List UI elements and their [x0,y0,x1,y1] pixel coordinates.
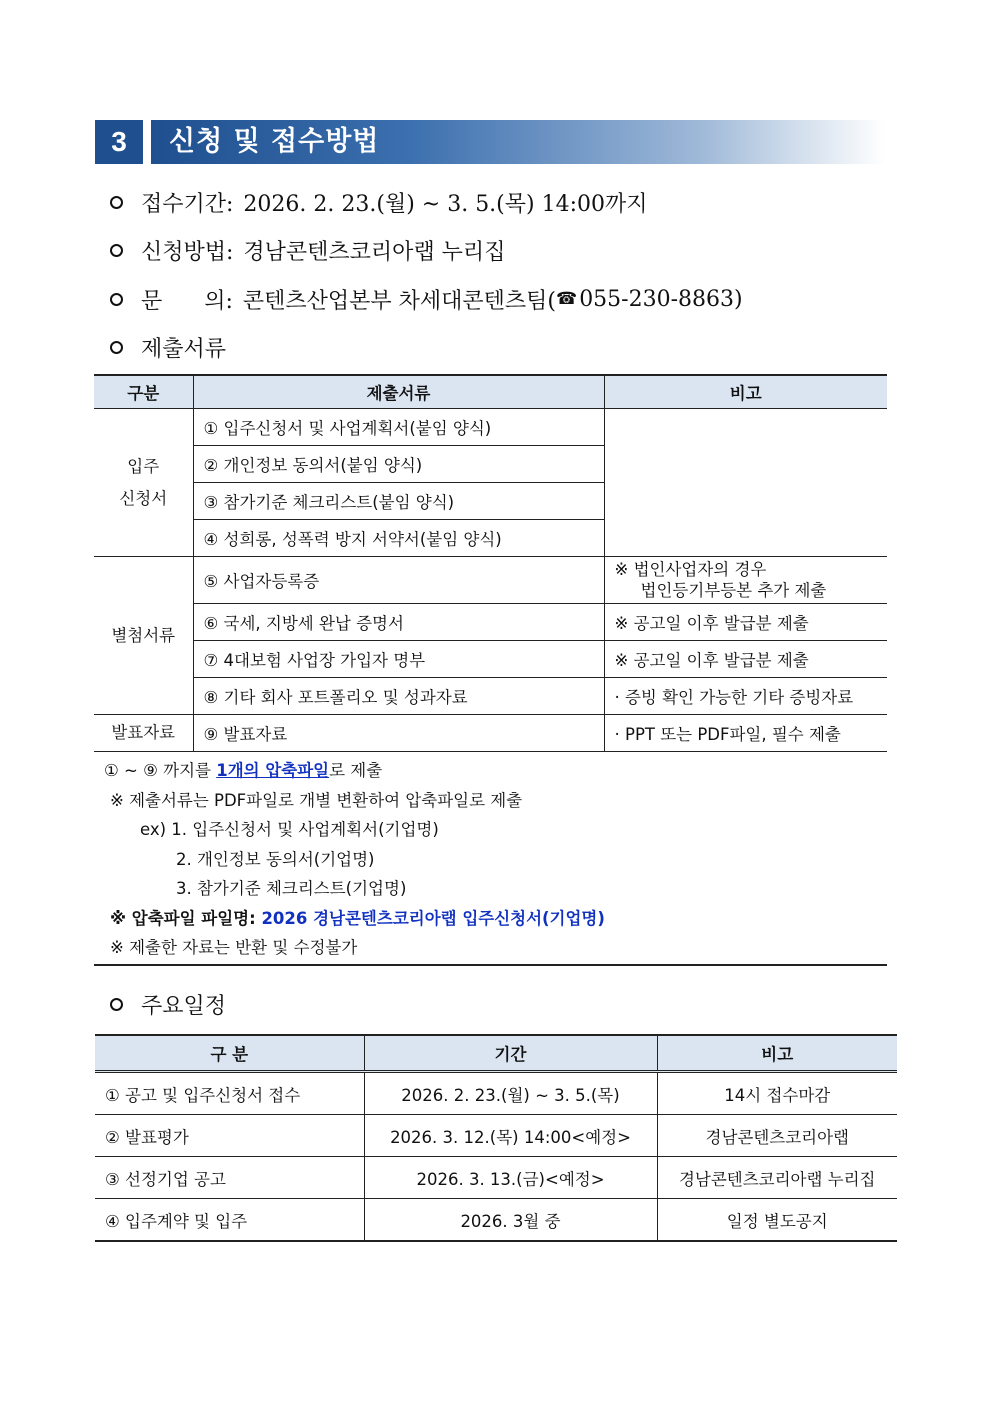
schedule-table [95,1034,897,1242]
doc-item: ④ 성희롱, 성폭력 방지 서약서(붙임 양식) [193,520,604,557]
bullet-circle-icon [110,998,123,1011]
bullet-inquiry [110,283,743,315]
note-emphasis: 1개의 압축파일 [216,761,330,780]
doc-note [604,557,887,604]
section-header [95,120,885,164]
note-line-2: ※ 제출서류는 PDF파일로 개별 변환하여 압축파일로 제출 [110,790,523,810]
doc-item: ② 개인정보 동의서(붙임 양식) [193,446,604,483]
table-row [94,604,887,641]
doc-item: ③ 참가기준 체크리스트(붙임 양식) [193,483,604,520]
section-number: 3 [95,120,143,164]
schedule-note: 경남콘텐츠코리아랩 누리집 [657,1157,897,1199]
category-application [94,409,193,557]
header-period: 기간 [364,1035,657,1072]
table-header-row [95,1035,897,1072]
doc-note: ※ 공고일 이후 발급분 제출 [604,604,887,641]
category-line: 신청서 [119,488,168,508]
table-row [95,1072,897,1115]
schedule-name: ④ 입주계약 및 입주 [95,1199,364,1242]
period-label: 접수기간: [141,191,234,217]
doc-item: ⑤ 사업자등록증 [193,557,604,604]
docs-table [94,374,887,752]
header-note: 비고 [657,1035,897,1072]
schedule-note: 경남콘텐츠코리아랩 [657,1115,897,1157]
note-line-3: ex) 1. 입주신청서 및 사업계획서(기업명) [140,820,439,839]
note-text: ※ 압축파일 파일명: [110,908,262,928]
bullet-schedule [110,988,226,1020]
doc-item: ① 입주신청서 및 사업계획서(붙임 양식) [193,409,604,446]
schedule-label: 주요일정 [141,993,227,1019]
table-row [94,715,887,752]
submit-notes [104,756,605,963]
category-attachments: 별첨서류 [94,557,193,715]
doc-item: ⑧ 기타 회사 포트폴리오 및 성과자료 [193,678,604,715]
bullet-circle-icon [110,293,123,306]
header-docs: 제출서류 [193,375,604,409]
schedule-name: ① 공고 및 입주신청서 접수 [95,1072,364,1115]
note-emphasis: 2026 경남콘텐츠코리아랩 입주신청서(기업명) [261,908,605,928]
bullet-circle-icon [110,341,123,354]
doc-item: ⑥ 국세, 지방세 완납 증명서 [193,604,604,641]
table-row [94,409,887,446]
header-category: 구분 [94,375,193,409]
schedule-period: 2026. 3. 12.(목) 14:00<예정> [364,1115,657,1157]
schedule-period: 2026. 2. 23.(월) ~ 3. 5.(목) [364,1072,657,1115]
section-title: 신청 및 접수방법 [169,126,380,157]
category-presentation: 발표자료 [94,715,193,752]
doc-note: · 증빙 확인 가능한 기타 증빙자료 [604,678,887,715]
doc-note: ※ 공고일 이후 발급분 제출 [604,641,887,678]
inquiry-phone: 055-230-8863) [579,286,743,312]
note-line-7: ※ 제출한 자료는 반환 및 수정불가 [110,938,358,957]
table-row [95,1115,897,1157]
schedule-period: 2026. 3월 중 [364,1199,657,1242]
phone-icon: ☎ [556,289,578,309]
note-empty [604,409,887,557]
table-row [94,557,887,604]
table-header-row [94,375,887,409]
method-value: 경남콘텐츠코리아랩 누리집 [243,239,506,265]
header-note: 비고 [604,375,887,409]
doc-item: ⑦ 4대보험 사업장 가입자 명부 [193,641,604,678]
doc-item: ⑨ 발표자료 [193,715,604,752]
header-category: 구 분 [95,1035,364,1072]
inquiry-value: 콘텐츠산업본부 차세대콘텐츠팀( [242,288,556,314]
section-title-bar [151,120,885,164]
note-line-5: 3. 참가기준 체크리스트(기업명) [176,879,407,898]
table-row [94,678,887,715]
schedule-note: 14시 접수마감 [657,1072,897,1115]
note-line-1 [104,756,605,786]
method-label: 신청방법: [141,239,234,265]
note-line-6 [104,904,605,934]
doc-note: · PPT 또는 PDF파일, 필수 제출 [604,715,887,752]
category-line: 입주 [127,456,160,476]
docs-label: 제출서류 [141,336,227,362]
table-row [94,641,887,678]
table-row [95,1157,897,1199]
note-line-4: 2. 개인정보 동의서(기업명) [176,849,375,869]
bullet-circle-icon [110,244,123,257]
bullet-period [110,186,648,218]
note-text: ① ~ ⑨ 까지를 [104,761,217,780]
schedule-name: ② 발표평가 [95,1115,364,1157]
note-line: 법인등기부등본 추가 제출 [640,581,827,600]
note-text: 로 제출 [329,761,383,780]
divider [94,964,887,966]
bullet-docs [110,331,226,363]
schedule-name: ③ 선정기업 공고 [95,1157,364,1199]
bullet-circle-icon [110,196,123,209]
period-value: 2026. 2. 23.(월) ~ 3. 5.(목) 14:00까지 [243,191,648,217]
schedule-period: 2026. 3. 13.(금)<예정> [364,1157,657,1199]
table-row [95,1199,897,1242]
note-line: ※ 법인사업자의 경우 [614,560,767,579]
inquiry-label: 문 의: [141,288,233,314]
schedule-note: 일정 별도공지 [657,1199,897,1242]
bullet-method [110,234,505,266]
